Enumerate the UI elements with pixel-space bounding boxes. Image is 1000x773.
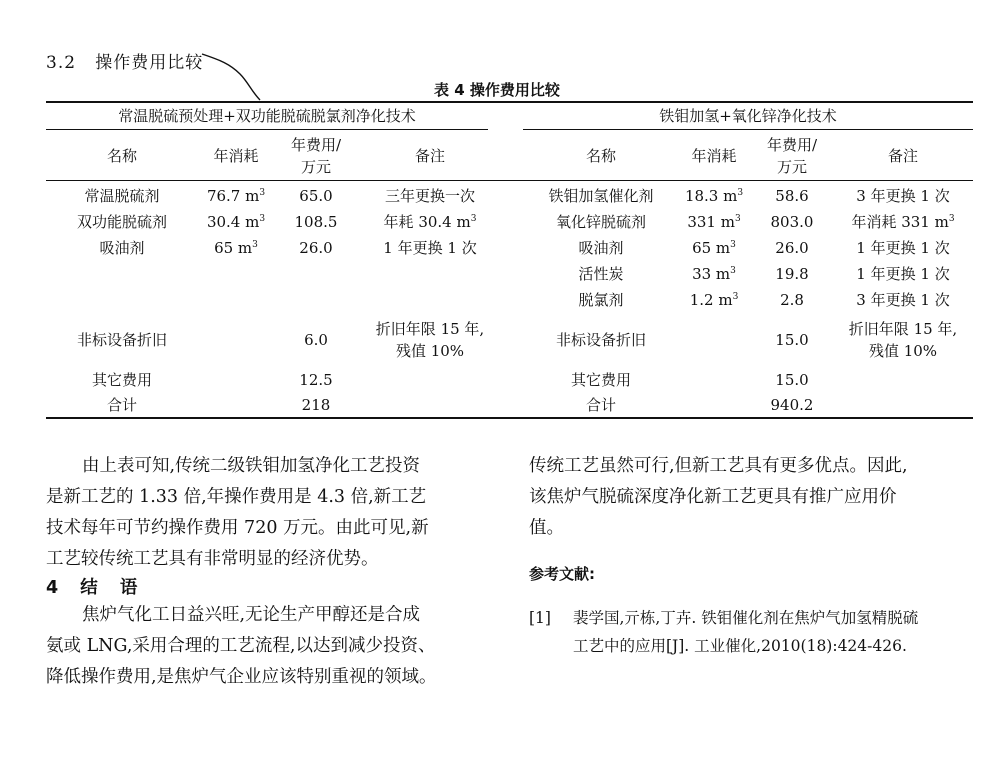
reference-1-label: [1] bbox=[529, 609, 551, 627]
row-note: 1 年更换 1 次 bbox=[383, 239, 477, 257]
right-header-note: 备注 bbox=[887, 147, 918, 165]
right-header-cost-2: 万元 bbox=[776, 158, 807, 176]
row-name: 吸油剂 bbox=[99, 239, 145, 257]
row-cost: 65.0 bbox=[299, 187, 333, 205]
row-note: 3 年更换 1 次 bbox=[856, 291, 950, 309]
row-name: 其它费用 bbox=[570, 371, 631, 389]
row-qty: 65 $m^3$ bbox=[214, 239, 258, 257]
row-qty: 1.2 $m^3$ bbox=[689, 291, 739, 309]
row-cost: 803.0 bbox=[770, 213, 814, 231]
row-name: 其它费用 bbox=[91, 371, 152, 389]
row-cost: 15.0 bbox=[775, 331, 809, 349]
row-name: 氧化锌脱硫剂 bbox=[555, 213, 646, 231]
row-note: 1 年更换 1 次 bbox=[856, 239, 950, 257]
row-qty: 33 $m^3$ bbox=[692, 265, 736, 283]
row-note-line2: 残值 10% bbox=[868, 342, 938, 360]
row-name: 双功能脱硫剂 bbox=[76, 213, 167, 231]
left-paragraph-1 bbox=[46, 451, 491, 575]
row-qty: 65 $m^3$ bbox=[692, 239, 736, 257]
paragraph-line: 是新工艺的 1.33 倍,年操作费用是 4.3 倍,新工艺 bbox=[46, 487, 427, 507]
row-name: 非标设备折旧 bbox=[76, 331, 167, 349]
table-top-rule bbox=[46, 101, 973, 103]
row-note-line1: 折旧年限 15 年, bbox=[848, 320, 958, 338]
row-note: 3 年更换 1 次 bbox=[856, 187, 950, 205]
left-header-note: 备注 bbox=[414, 147, 445, 165]
left-header-cost-1: 年费用/ bbox=[290, 136, 342, 154]
paragraph-line: 传统工艺虽然可行,但新工艺具有更多优点。因此, bbox=[529, 456, 908, 476]
row-qty: 30.4 $m^3$ bbox=[206, 213, 266, 231]
row-name: 铁钼加氢催化剂 bbox=[548, 187, 654, 205]
row-cost: 26.0 bbox=[299, 239, 333, 257]
row-note-line2: 残值 10% bbox=[395, 342, 465, 360]
paragraph-line: 由上表可知,传统二级铁钼加氢净化工艺投资 bbox=[82, 456, 421, 476]
row-cost: 19.8 bbox=[775, 265, 809, 283]
row-qty: 76.7 $m^3$ bbox=[206, 187, 266, 205]
left-header-cost-2: 万元 bbox=[300, 158, 331, 176]
row-cost: 218 bbox=[301, 396, 331, 414]
row-cost: 108.5 bbox=[294, 213, 338, 231]
row-name: 常温脱硫剂 bbox=[84, 187, 160, 205]
row-name: 脱氯剂 bbox=[578, 291, 624, 309]
section-title-text: 操作费用比较 bbox=[95, 53, 204, 73]
left-group-rule bbox=[46, 129, 488, 130]
row-cost: 12.5 bbox=[299, 371, 333, 389]
paragraph-line: 工艺较传统工艺具有非常明显的经济优势。 bbox=[46, 549, 379, 569]
left-paragraph-2 bbox=[46, 600, 491, 693]
row-note: 年耗 30.4 $m^3$ bbox=[383, 213, 477, 231]
annotation-curve bbox=[200, 52, 270, 102]
row-name: 吸油剂 bbox=[578, 239, 624, 257]
paragraph-line: 降低操作费用,是焦炉气企业应该特别重视的领域。 bbox=[46, 667, 437, 687]
header-bottom-rule bbox=[46, 180, 973, 181]
row-note: 1 年更换 1 次 bbox=[856, 265, 950, 283]
row-cost: 26.0 bbox=[775, 239, 809, 257]
paragraph-line: 该焦炉气脱硫深度净化新工艺更具有推广应用价 bbox=[529, 487, 897, 507]
row-cost: 58.6 bbox=[775, 187, 809, 205]
reference-1-line-2: 工艺中的应用[J]. 工业催化,2010(18):424-426. bbox=[573, 637, 907, 655]
paragraph-line: 技术每年可节约操作费用 720 万元。由此可见,新 bbox=[46, 518, 429, 538]
right-header-annual: 年消耗 bbox=[691, 147, 737, 165]
row-name: 非标设备折旧 bbox=[555, 331, 646, 349]
row-cost: 2.8 bbox=[780, 291, 804, 309]
paragraph-line: 值。 bbox=[529, 518, 564, 538]
right-group-header: 铁钼加氢+氧化锌净化技术 bbox=[659, 107, 837, 125]
section-4-heading: 4 结 语 bbox=[46, 578, 146, 598]
row-name: 合计 bbox=[585, 396, 616, 414]
right-paragraph bbox=[529, 451, 974, 544]
row-cost: 6.0 bbox=[304, 331, 328, 349]
paragraph-line: 氨或 LNG,采用合理的工艺流程,以达到减少投资、 bbox=[46, 636, 436, 656]
row-cost: 15.0 bbox=[775, 371, 809, 389]
table-caption: 表 4 操作费用比较 bbox=[434, 81, 560, 99]
right-header-cost-1: 年费用/ bbox=[766, 136, 818, 154]
row-qty: 331 $m^3$ bbox=[687, 213, 741, 231]
right-group-rule bbox=[523, 129, 973, 130]
reference-1-line-1: 裴学国,亓栋,丁卉. 铁钼催化剂在焦炉气加氢精脱硫 bbox=[573, 609, 919, 627]
row-qty: 18.3 $m^3$ bbox=[684, 187, 744, 205]
row-name: 合计 bbox=[106, 396, 137, 414]
row-note-line1: 折旧年限 15 年, bbox=[375, 320, 485, 338]
left-header-name: 名称 bbox=[106, 147, 137, 165]
section-title bbox=[46, 48, 203, 73]
row-note: 年消耗 331 $m^3$ bbox=[851, 213, 955, 231]
table-bottom-rule bbox=[46, 417, 973, 419]
section-number: 3.2 bbox=[46, 53, 77, 73]
left-header-annual: 年消耗 bbox=[213, 147, 259, 165]
row-name: 活性炭 bbox=[578, 265, 624, 283]
row-note: 三年更换一次 bbox=[384, 187, 475, 205]
right-header-name: 名称 bbox=[585, 147, 616, 165]
left-group-header: 常温脱硫预处理+双功能脱硫脱氯剂净化技术 bbox=[118, 107, 416, 125]
paragraph-line: 焦炉气化工日益兴旺,无论生产甲醇还是合成 bbox=[82, 605, 421, 625]
row-cost: 940.2 bbox=[770, 396, 814, 414]
references-title: 参考文献: bbox=[529, 565, 595, 583]
